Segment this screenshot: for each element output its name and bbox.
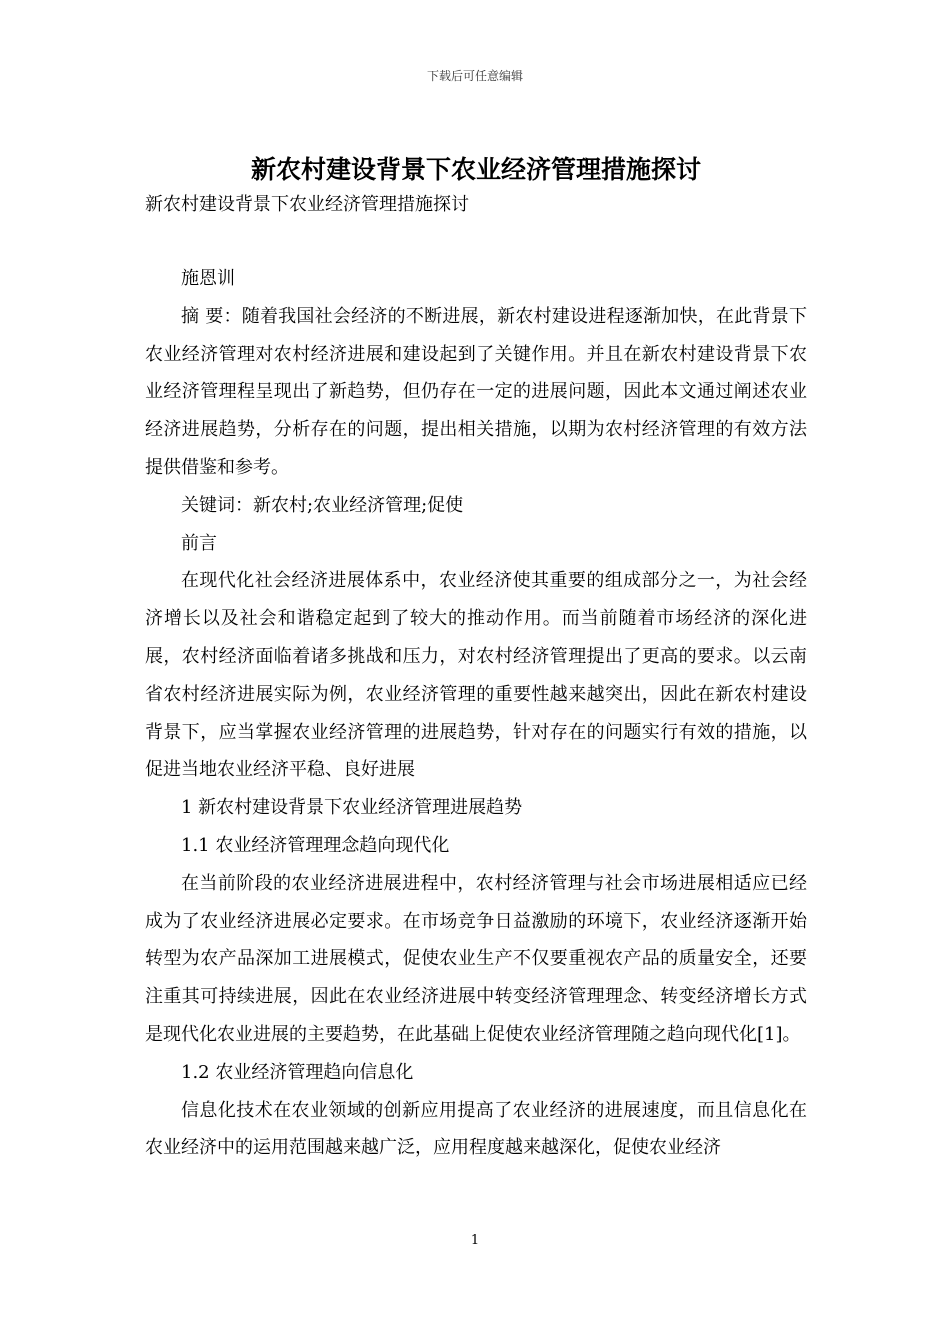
author: 施恩训 — [181, 268, 235, 289]
section-1-2-heading: 1.2 农业经济管理趋向信息化 — [181, 1061, 414, 1083]
page-number: 1 — [470, 1233, 480, 1248]
section-1-2-paragraph: 信息化技术在农业领域的创新应用提高了农业经济的进展速度，而且信息化在农业经济中的运用范围越来越广泛，应用程度越来越深化，促使农业经济 — [145, 1099, 807, 1159]
section-1-heading: 1 新农村建设背景下农业经济管理进展趋势 — [181, 797, 523, 819]
header-note: 下载后可任意编辑 — [426, 69, 523, 83]
document-title: 新农村建设背景下农业经济管理措施探讨 — [250, 155, 701, 184]
page-body — [145, 150, 807, 1167]
section-1-1-heading: 1.1 农业经济管理理念趋向现代化 — [181, 834, 450, 856]
preface-paragraph: 在现代化社会经济进展体系中，农业经济使其重要的组成部分之一，为社会经济增长以及社会和谐稳定起到了较大的推动作用。而当前随着市场经济的深化进展，农村经济面临着诸多挑战和压力，对农村经济管理提出了更高的要求。以云南省农村经济进展实际为例，农业经济管理的重要性越来越突出，因此在新农村建设背景下，应当掌握农业经济管理的进展趋势，针对存在的问题实行有效的措施，以促进当地农业经济平稳、良好进展 — [145, 570, 807, 781]
document-subtitle: 新农村建设背景下农业经济管理措施探讨 — [145, 194, 469, 215]
section-1-1-paragraph: 在当前阶段的农业经济进展进程中，农村经济管理与社会市场进展相适应已经成为了农业经济进展必定要求。在市场竞争日益激励的环境下，农业经济逐渐开始转型为农产品深加工进展模式，促使农业生产不仅要重视农产品的质量安全，还要注重其可持续进展，因此在农业经济进展中转变经济管理理念、转变经济增长方式是现代化农业进展的主要趋势，在此基础上促使农业经济管理随之趋向现代化[1]。 — [145, 872, 807, 1045]
keywords: 关键词：新农村;农业经济管理;促使 — [181, 494, 464, 516]
preface-heading: 前言 — [181, 532, 217, 554]
abstract-paragraph: 摘 要：随着我国社会经济的不断进展，新农村建设进程逐渐加快，在此背景下农业经济管理对农村经济进展和建设起到了关键作用。并且在新农村建设背景下农业经济管理程呈现出了新趋势，但仍存在一定的进展问题，因此本文通过阐述农业经济进展趋势，分析存在的问题，提出相关措施，以期为农村经济管理的有效方法提供借鉴和参考。 — [145, 305, 807, 478]
